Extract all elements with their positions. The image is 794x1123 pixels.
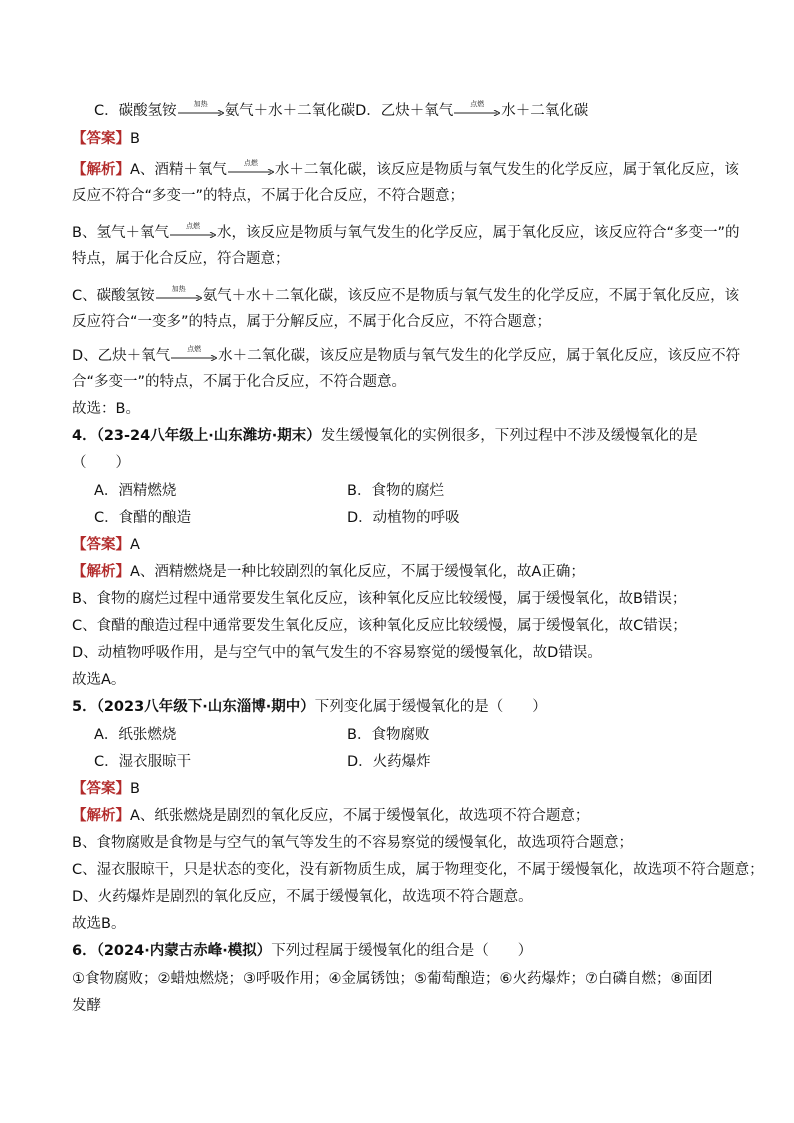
q4-option-d: D．动植物的呼吸 bbox=[347, 510, 460, 526]
q5-analysis-line1 bbox=[72, 806, 589, 826]
q6-items-line2: 发酵 bbox=[72, 998, 101, 1014]
q6-stem bbox=[72, 941, 532, 961]
q4-conclusion: 故选A。 bbox=[72, 672, 126, 688]
q3-option-c-post: 氨气＋水＋二氧化碳 bbox=[224, 103, 356, 119]
q3-analysis-d-line2: 合“多变一”的特点，不属于化合反应，不符合题意。 bbox=[72, 374, 407, 390]
answer-value: A bbox=[130, 537, 140, 553]
q4-number: 4． bbox=[72, 428, 97, 444]
q5-answer bbox=[72, 779, 140, 799]
q5-number: 5． bbox=[72, 699, 97, 715]
q4-analysis-a: A、酒精燃烧是一种比较剧烈的氧化反应，不属于缓慢氧化，故A正确； bbox=[130, 564, 585, 580]
answer-value: B bbox=[130, 781, 140, 797]
q4-option-c: C．食醋的酿造 bbox=[94, 510, 192, 526]
q3-d-post: 水＋二氧化碳，该反应是物质与氧气发生的化学反应，属于氧化反应，该反应不符 bbox=[218, 348, 741, 364]
q3-option-d-pre: D．乙炔＋氧气 bbox=[355, 103, 454, 119]
q5-option-c: C．湿衣服晾干 bbox=[94, 754, 192, 770]
q3-b-post: 水，该反应是物质与氧气发生的化学反应，属于氧化反应，该反应符合“多变一”的 bbox=[216, 225, 740, 241]
q3-analysis-b-line2: 特点，属于化合反应，符合题意； bbox=[72, 251, 290, 267]
q3-b-pre: B、氢气＋氧气 bbox=[72, 225, 169, 241]
ignite-arrow-icon: 点燃 bbox=[228, 163, 274, 177]
q3-options-cd bbox=[94, 101, 588, 121]
analysis-tag: 【解析】 bbox=[72, 564, 130, 580]
ignite-arrow-icon: 点燃 bbox=[170, 226, 216, 240]
q6-items-line1: ①食物腐败；②蜡烛燃烧；③呼吸作用；④金属锈蚀；⑤葡萄酿造；⑥火药爆炸；⑦白磷自燃；⑧面团 bbox=[72, 971, 713, 987]
ignite-arrow-icon: 点燃 bbox=[454, 104, 500, 118]
q5-stem-text: 下列变化属于缓慢氧化的是（ ） bbox=[314, 699, 547, 715]
q5-analysis-c: C、湿衣服晾干，只是状态的变化，没有新物质生成，属于物理变化，不属于缓慢氧化，故选项不符合题意； bbox=[72, 862, 764, 878]
q3-analysis-c-line1 bbox=[72, 286, 739, 306]
q5-analysis-b: B、食物腐败是食物是与空气的氧气等发生的不容易察觉的缓慢氧化，故选项符合题意； bbox=[72, 835, 633, 851]
analysis-tag: 【解析】 bbox=[72, 808, 130, 824]
answer-tag: 【答案】 bbox=[72, 131, 130, 147]
q6-stem-text: 下列过程属于缓慢氧化的组合是（ ） bbox=[271, 943, 533, 959]
q5-analysis-d: D、火药爆炸是剧烈的氧化反应，不属于缓慢氧化，故选项不符合题意。 bbox=[72, 889, 533, 905]
q3-analysis-c-line2: 反应符合“一变多”的特点，属于分解反应，不属于化合反应，不符合题意； bbox=[72, 314, 552, 330]
q3-answer bbox=[72, 129, 140, 149]
q4-blank: （ ） bbox=[72, 455, 130, 471]
q3-c-post: 氨气＋水＋二氧化碳，该反应不是物质与氧气发生的化学反应，不属于氧化反应，该 bbox=[202, 288, 740, 304]
heat-arrow-icon: 加热 bbox=[156, 289, 202, 303]
q4-analysis-d: D、动植物呼吸作用，是与空气中的氧气发生的不容易察觉的缓慢氧化，故D错误。 bbox=[72, 645, 602, 661]
q5-option-d: D．火药爆炸 bbox=[347, 754, 431, 770]
ignite-arrow-icon: 点燃 bbox=[171, 349, 217, 363]
q3-d-pre: D、乙炔＋氧气 bbox=[72, 348, 171, 364]
q3-analysis-b-line1 bbox=[72, 223, 739, 243]
answer-tag: 【答案】 bbox=[72, 537, 130, 553]
analysis-tag: 【解析】 bbox=[72, 162, 130, 178]
q6-number: 6． bbox=[72, 943, 97, 959]
q4-option-a: A．酒精燃烧 bbox=[94, 483, 177, 499]
q3-a-post: 水＋二氧化碳，该反应是物质与氧气发生的化学反应，属于氧化反应，该 bbox=[274, 162, 739, 178]
q3-analysis-a-line2: 反应不符合“多变一”的特点，不属于化合反应，不符合题意； bbox=[72, 188, 465, 204]
q4-source: （23-24八年级上·山东潍坊·期末） bbox=[96, 428, 321, 444]
q3-analysis-d-line1 bbox=[72, 346, 740, 366]
q3-option-c-pre: C．碳酸氢铵 bbox=[94, 103, 177, 119]
q4-analysis-c: C、食醋的酿造过程中通常要发生氧化反应，该种氧化反应比较缓慢，属于缓慢氧化，故C错误； bbox=[72, 618, 687, 634]
q5-option-a: A．纸张燃烧 bbox=[94, 727, 177, 743]
q4-option-b: B．食物的腐烂 bbox=[347, 483, 444, 499]
q4-analysis-b: B、食物的腐烂过程中通常要发生氧化反应，该种氧化反应比较缓慢，属于缓慢氧化，故B错误； bbox=[72, 591, 687, 607]
q4-answer bbox=[72, 535, 140, 555]
q6-source: （2024·内蒙古赤峰·模拟） bbox=[96, 943, 272, 959]
q4-stem-text: 发生缓慢氧化的实例很多，下列过程中不涉及缓慢氧化的是 bbox=[320, 428, 698, 444]
q4-analysis-line1 bbox=[72, 562, 585, 582]
q3-option-d-post: 水＋二氧化碳 bbox=[501, 103, 589, 119]
q5-source: （2023八年级下·山东淄博·期中） bbox=[96, 699, 315, 715]
heat-arrow-icon: 加热 bbox=[178, 104, 224, 118]
q4-stem bbox=[72, 426, 698, 446]
q5-conclusion: 故选B。 bbox=[72, 916, 126, 932]
q5-analysis-a: A、纸张燃烧是剧烈的氧化反应，不属于缓慢氧化，故选项不符合题意； bbox=[130, 808, 590, 824]
q3-c-pre: C、碳酸氢铵 bbox=[72, 288, 155, 304]
q5-stem bbox=[72, 697, 547, 717]
q3-a-pre: A、酒精＋氧气 bbox=[130, 162, 227, 178]
answer-tag: 【答案】 bbox=[72, 781, 130, 797]
answer-value: B bbox=[130, 131, 140, 147]
q5-option-b: B．食物腐败 bbox=[347, 727, 430, 743]
q3-analysis-a-line1 bbox=[72, 160, 739, 180]
q3-conclusion: 故选：B。 bbox=[72, 401, 140, 417]
